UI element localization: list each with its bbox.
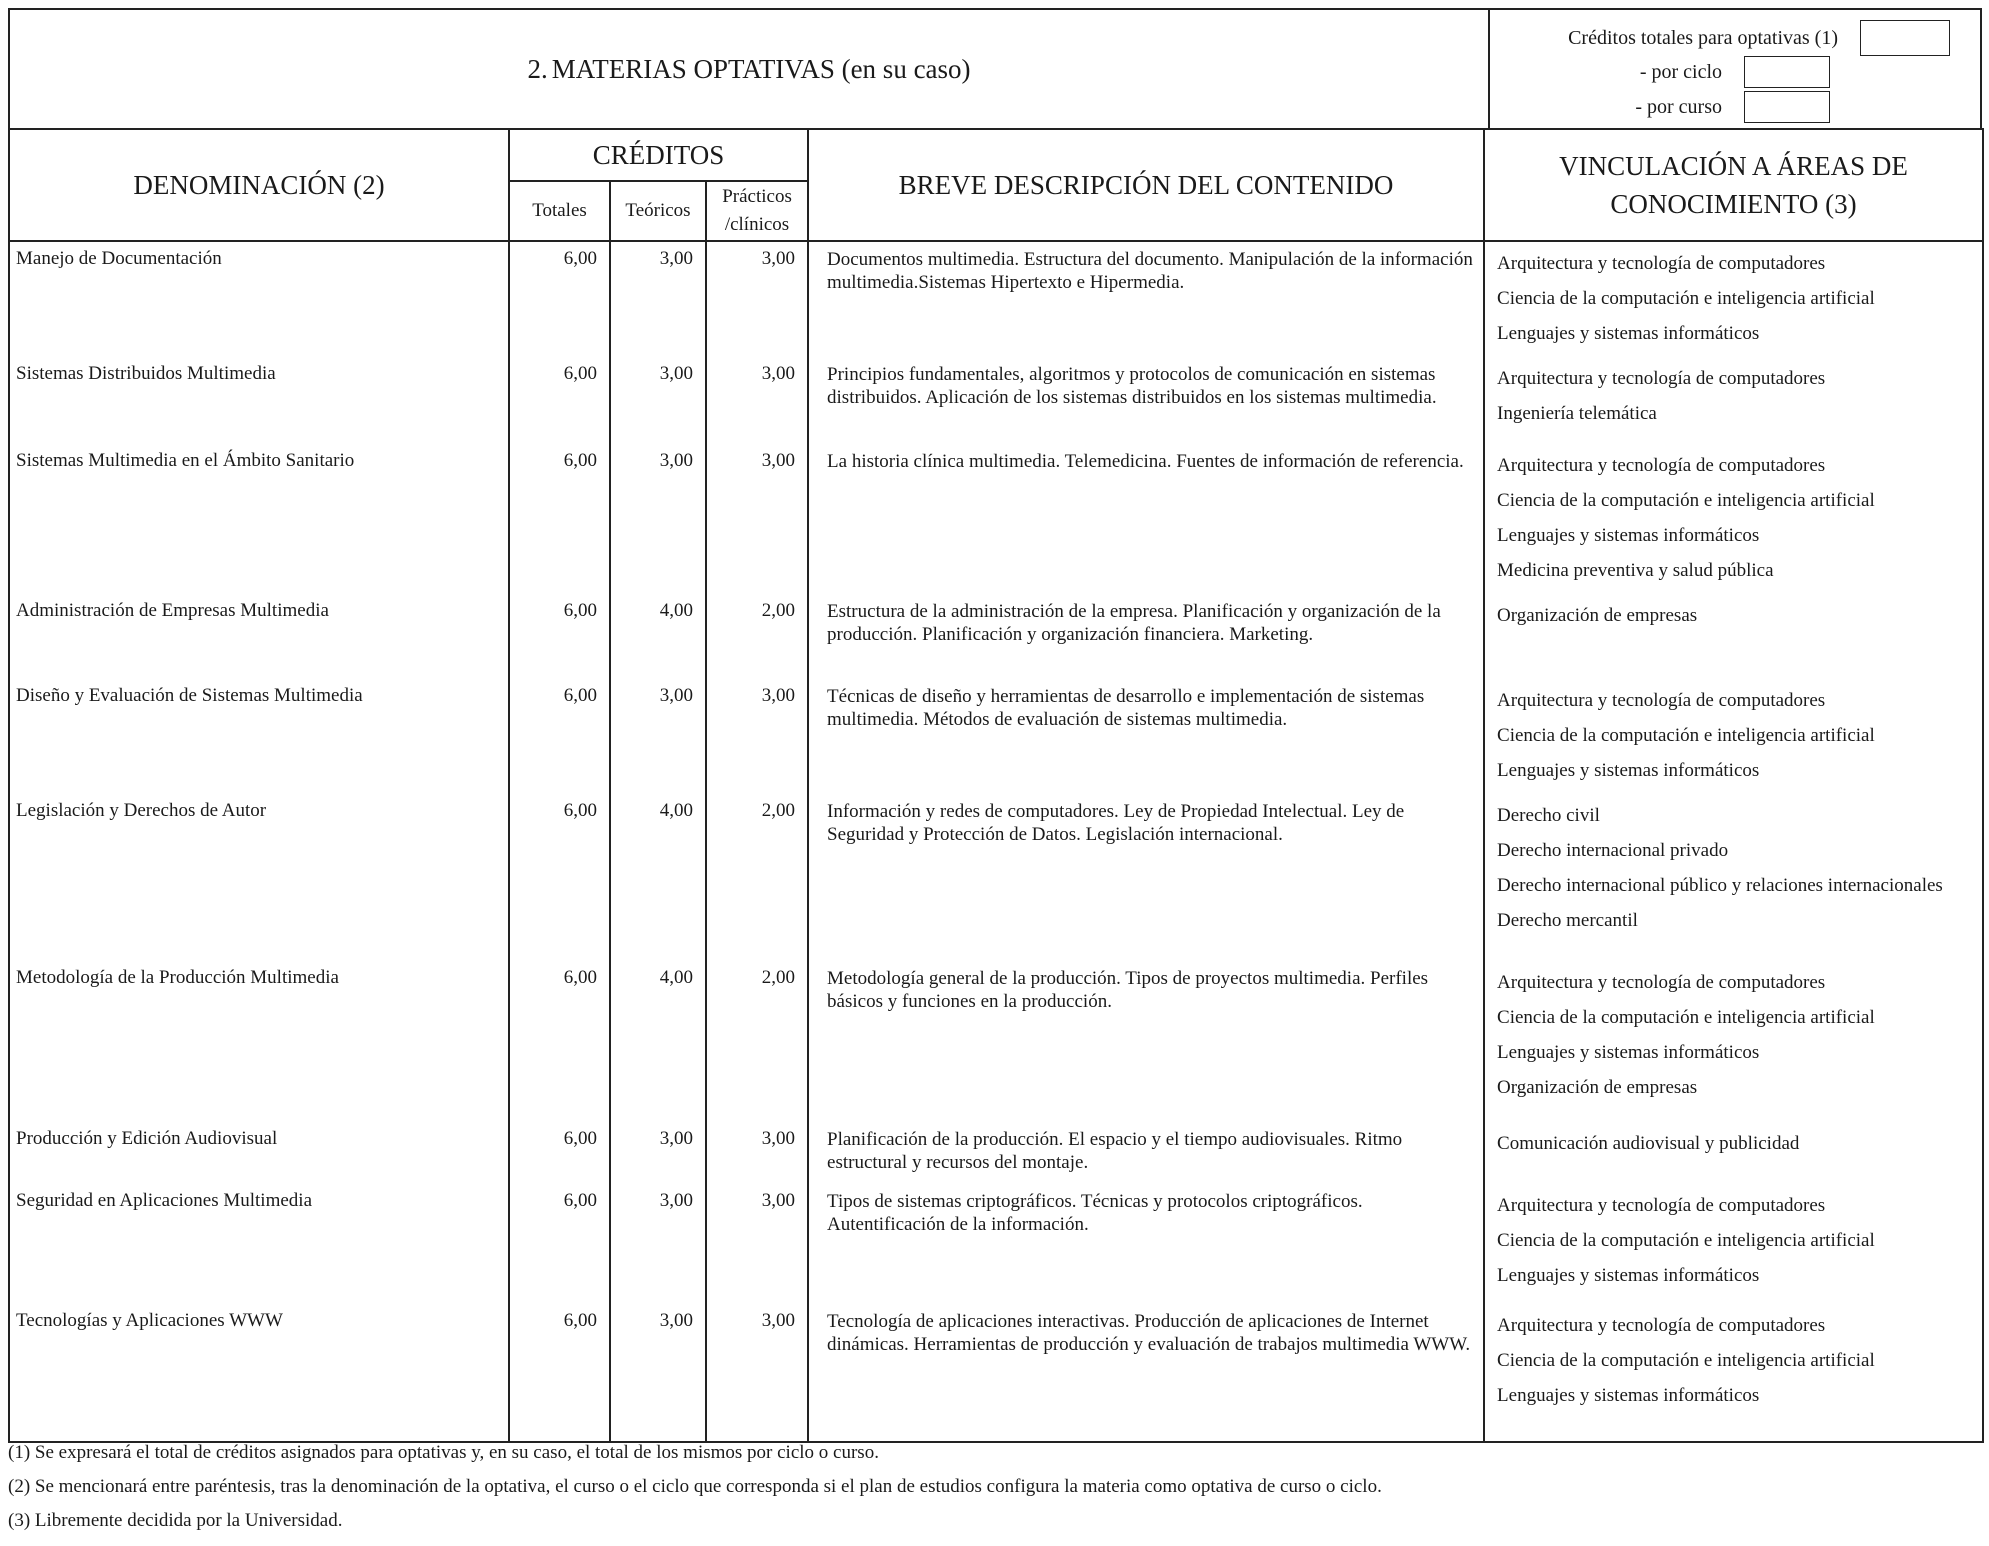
knowledge-areas bbox=[1484, 961, 1983, 1122]
credits-total: 6,00 bbox=[509, 679, 610, 794]
credits-theory: 4,00 bbox=[610, 961, 706, 1122]
credits-theory: 3,00 bbox=[610, 1184, 706, 1304]
subject-description: Estructura de la administración de la empresa. Planificación y organización de la producción. Planificación y organización financiera. Marketing. bbox=[808, 594, 1484, 679]
areas-header-line-2: CONOCIMIENTO (3) bbox=[1610, 189, 1857, 219]
per-cycle-row bbox=[1640, 56, 1830, 88]
subject-name: Manejo de Documentación bbox=[9, 241, 509, 357]
credits-theory: 3,00 bbox=[610, 241, 706, 357]
knowledge-area-item: Ingeniería telemática bbox=[1497, 403, 1657, 424]
credits-practice: 3,00 bbox=[706, 679, 808, 794]
column-header-areas bbox=[1484, 129, 1983, 241]
subject-name: Diseño y Evaluación de Sistemas Multimedia bbox=[9, 679, 509, 794]
credits-practice: 2,00 bbox=[706, 961, 808, 1122]
subject-name: Metodología de la Producción Multimedia bbox=[9, 961, 509, 1122]
total-credits-box[interactable] bbox=[1860, 20, 1950, 56]
subject-name: Seguridad en Aplicaciones Multimedia bbox=[9, 1184, 509, 1304]
section-title: MATERIAS OPTATIVAS (en su caso) bbox=[551, 53, 971, 84]
practice-header-line-1: Prácticos bbox=[722, 186, 792, 207]
per-course-row bbox=[1635, 91, 1830, 123]
credits-total: 6,00 bbox=[509, 1304, 610, 1442]
subject-name: Sistemas Multimedia en el Ámbito Sanitario bbox=[9, 444, 509, 594]
credits-practice: 2,00 bbox=[706, 794, 808, 961]
subject-description: Principios fundamentales, algoritmos y protocolos de comunicación en sistemas distribuidos. Aplicación de los sistemas distribuidos en los sistemas multimedia. bbox=[808, 357, 1484, 444]
credits-total: 6,00 bbox=[509, 961, 610, 1122]
knowledge-area-item: Arquitectura y tecnología de computadores bbox=[1497, 368, 1826, 389]
section-title-cell bbox=[10, 10, 1490, 128]
subjects-table-body bbox=[9, 241, 1983, 1442]
table-row bbox=[9, 444, 1983, 594]
knowledge-areas bbox=[1484, 1122, 1983, 1184]
knowledge-area-item: Arquitectura y tecnología de computadores bbox=[1497, 455, 1826, 476]
table-row bbox=[9, 961, 1983, 1122]
knowledge-areas bbox=[1484, 794, 1983, 961]
subject-description: Metodología general de la producción. Tipos de proyectos multimedia. Perfiles básicos y funciones en la producción. bbox=[808, 961, 1484, 1122]
credits-practice: 3,00 bbox=[706, 1304, 808, 1442]
subject-description: Tecnología de aplicaciones interactivas. Producción de aplicaciones de Internet dinámicas. Herramientas de producción y evaluación de trabajos multimedia WWW. bbox=[808, 1304, 1484, 1442]
column-header-totals: Totales bbox=[509, 181, 610, 241]
knowledge-area-item: Arquitectura y tecnología de computadores bbox=[1497, 690, 1826, 711]
subject-name: Legislación y Derechos de Autor bbox=[9, 794, 509, 961]
subject-name: Sistemas Distribuidos Multimedia bbox=[9, 357, 509, 444]
knowledge-area-item: Derecho internacional privado bbox=[1497, 840, 1729, 861]
subjects-table bbox=[8, 128, 1984, 1443]
knowledge-area-item: Arquitectura y tecnología de computadores bbox=[1497, 1195, 1826, 1216]
footnote-1: (1) Se expresará el total de créditos asignados para optativas y, en su caso, el total de los mismos por ciclo o curso. bbox=[8, 1442, 879, 1463]
subject-name: Producción y Edición Audiovisual bbox=[9, 1122, 509, 1184]
knowledge-area-item: Lenguajes y sistemas informáticos bbox=[1497, 1042, 1760, 1063]
knowledge-area-item: Organización de empresas bbox=[1497, 605, 1698, 626]
credits-theory: 3,00 bbox=[610, 357, 706, 444]
credits-total: 6,00 bbox=[509, 357, 610, 444]
knowledge-areas bbox=[1484, 241, 1983, 357]
knowledge-area-item: Arquitectura y tecnología de computadores bbox=[1497, 972, 1826, 993]
credits-summary bbox=[1490, 10, 1980, 128]
credits-total: 6,00 bbox=[509, 444, 610, 594]
credits-practice: 3,00 bbox=[706, 1184, 808, 1304]
table-row bbox=[9, 794, 1983, 961]
table-row bbox=[9, 1122, 1983, 1184]
footnotes bbox=[8, 1436, 1982, 1538]
credits-practice: 3,00 bbox=[706, 444, 808, 594]
knowledge-areas bbox=[1484, 679, 1983, 794]
section-number: 2. bbox=[527, 53, 548, 84]
section-header bbox=[8, 8, 1982, 128]
total-credits-row bbox=[1568, 20, 1950, 56]
per-course-box[interactable] bbox=[1744, 91, 1830, 123]
table-row bbox=[9, 679, 1983, 794]
knowledge-area-item: Lenguajes y sistemas informáticos bbox=[1497, 1265, 1760, 1286]
knowledge-area-item: Ciencia de la computación e inteligencia artificial bbox=[1497, 490, 1875, 511]
optional-subjects-form bbox=[8, 8, 1982, 1531]
credits-theory: 4,00 bbox=[610, 594, 706, 679]
per-cycle-label: - por ciclo bbox=[1639, 60, 1722, 83]
table-row bbox=[9, 241, 1983, 357]
subject-name: Administración de Empresas Multimedia bbox=[9, 594, 509, 679]
footnote-2: (2) Se mencionará entre paréntesis, tras la denominación de la optativa, el curso o el ciclo que corresponda si el plan de estudios configura la materia como optativa de curso o ciclo. bbox=[8, 1476, 1382, 1497]
per-cycle-box[interactable] bbox=[1744, 56, 1830, 88]
knowledge-areas bbox=[1484, 357, 1983, 444]
areas-header-line-1: VINCULACIÓN A ÁREAS DE bbox=[1559, 151, 1908, 181]
knowledge-areas bbox=[1484, 444, 1983, 594]
credits-theory: 4,00 bbox=[610, 794, 706, 961]
knowledge-area-item: Derecho civil bbox=[1497, 805, 1600, 826]
footnote-3: (3) Libremente decidida por la Universidad. bbox=[8, 1510, 343, 1531]
subject-description: Planificación de la producción. El espacio y el tiempo audiovisuales. Ritmo estructural y recursos del montaje. bbox=[808, 1122, 1484, 1184]
knowledge-area-item: Ciencia de la computación e inteligencia artificial bbox=[1497, 1007, 1875, 1028]
subject-description: Técnicas de diseño y herramientas de desarrollo e implementación de sistemas multimedia. Métodos de evaluación de sistemas multimedia. bbox=[808, 679, 1484, 794]
knowledge-area-item: Comunicación audiovisual y publicidad bbox=[1497, 1133, 1800, 1154]
credits-total: 6,00 bbox=[509, 794, 610, 961]
subject-description: Documentos multimedia. Estructura del documento. Manipulación de la información multimedia.Sistemas Hipertexto e Hipermedia. bbox=[808, 241, 1484, 357]
per-course-label: - por curso bbox=[1635, 95, 1722, 118]
knowledge-area-item: Arquitectura y tecnología de computadores bbox=[1497, 253, 1826, 274]
knowledge-area-item: Arquitectura y tecnología de computadores bbox=[1497, 1315, 1826, 1336]
column-header-credits: CRÉDITOS bbox=[509, 129, 808, 181]
subject-description: Tipos de sistemas criptográficos. Técnicas y protocolos criptográficos. Autentificación de la información. bbox=[808, 1184, 1484, 1304]
credits-theory: 3,00 bbox=[610, 679, 706, 794]
knowledge-area-item: Derecho internacional público y relaciones internacionales bbox=[1497, 875, 1943, 896]
knowledge-area-item: Lenguajes y sistemas informáticos bbox=[1497, 1385, 1760, 1406]
total-credits-label: Créditos totales para optativas (1) bbox=[1568, 26, 1838, 49]
table-row bbox=[9, 1304, 1983, 1442]
knowledge-area-item: Ciencia de la computación e inteligencia artificial bbox=[1497, 725, 1875, 746]
knowledge-area-item: Medicina preventiva y salud pública bbox=[1497, 560, 1774, 581]
knowledge-area-item: Ciencia de la computación e inteligencia artificial bbox=[1497, 1350, 1875, 1371]
credits-theory: 3,00 bbox=[610, 444, 706, 594]
table-row bbox=[9, 594, 1983, 679]
column-header-description: BREVE DESCRIPCIÓN DEL CONTENIDO bbox=[808, 129, 1484, 241]
credits-theory: 3,00 bbox=[610, 1122, 706, 1184]
credits-total: 6,00 bbox=[509, 1122, 610, 1184]
knowledge-area-item: Organización de empresas bbox=[1497, 1077, 1698, 1098]
knowledge-area-item: Lenguajes y sistemas informáticos bbox=[1497, 323, 1760, 344]
column-header-practice bbox=[706, 181, 808, 241]
subject-description: Información y redes de computadores. Ley de Propiedad Intelectual. Ley de Seguridad y Protección de Datos. Legislación internacional. bbox=[808, 794, 1484, 961]
subject-name: Tecnologías y Aplicaciones WWW bbox=[9, 1304, 509, 1442]
knowledge-area-item: Lenguajes y sistemas informáticos bbox=[1497, 760, 1760, 781]
credits-total: 6,00 bbox=[509, 594, 610, 679]
credits-practice: 3,00 bbox=[706, 357, 808, 444]
column-header-name: DENOMINACIÓN (2) bbox=[9, 129, 509, 241]
credits-total: 6,00 bbox=[509, 241, 610, 357]
subject-description: La historia clínica multimedia. Telemedicina. Fuentes de información de referencia. bbox=[808, 444, 1484, 594]
credits-practice: 3,00 bbox=[706, 241, 808, 357]
credits-practice: 3,00 bbox=[706, 1122, 808, 1184]
practice-header-line-2: /clínicos bbox=[724, 214, 790, 235]
knowledge-areas bbox=[1484, 1304, 1983, 1442]
credits-theory: 3,00 bbox=[610, 1304, 706, 1442]
credits-practice: 2,00 bbox=[706, 594, 808, 679]
knowledge-area-item: Derecho mercantil bbox=[1497, 910, 1638, 931]
table-row bbox=[9, 357, 1983, 444]
table-row bbox=[9, 1184, 1983, 1304]
knowledge-areas bbox=[1484, 1184, 1983, 1304]
credits-total: 6,00 bbox=[509, 1184, 610, 1304]
knowledge-area-item: Ciencia de la computación e inteligencia artificial bbox=[1497, 1230, 1875, 1251]
knowledge-areas bbox=[1484, 594, 1983, 679]
column-header-theory: Teóricos bbox=[610, 181, 706, 241]
knowledge-area-item: Lenguajes y sistemas informáticos bbox=[1497, 525, 1760, 546]
knowledge-area-item: Ciencia de la computación e inteligencia artificial bbox=[1497, 288, 1875, 309]
